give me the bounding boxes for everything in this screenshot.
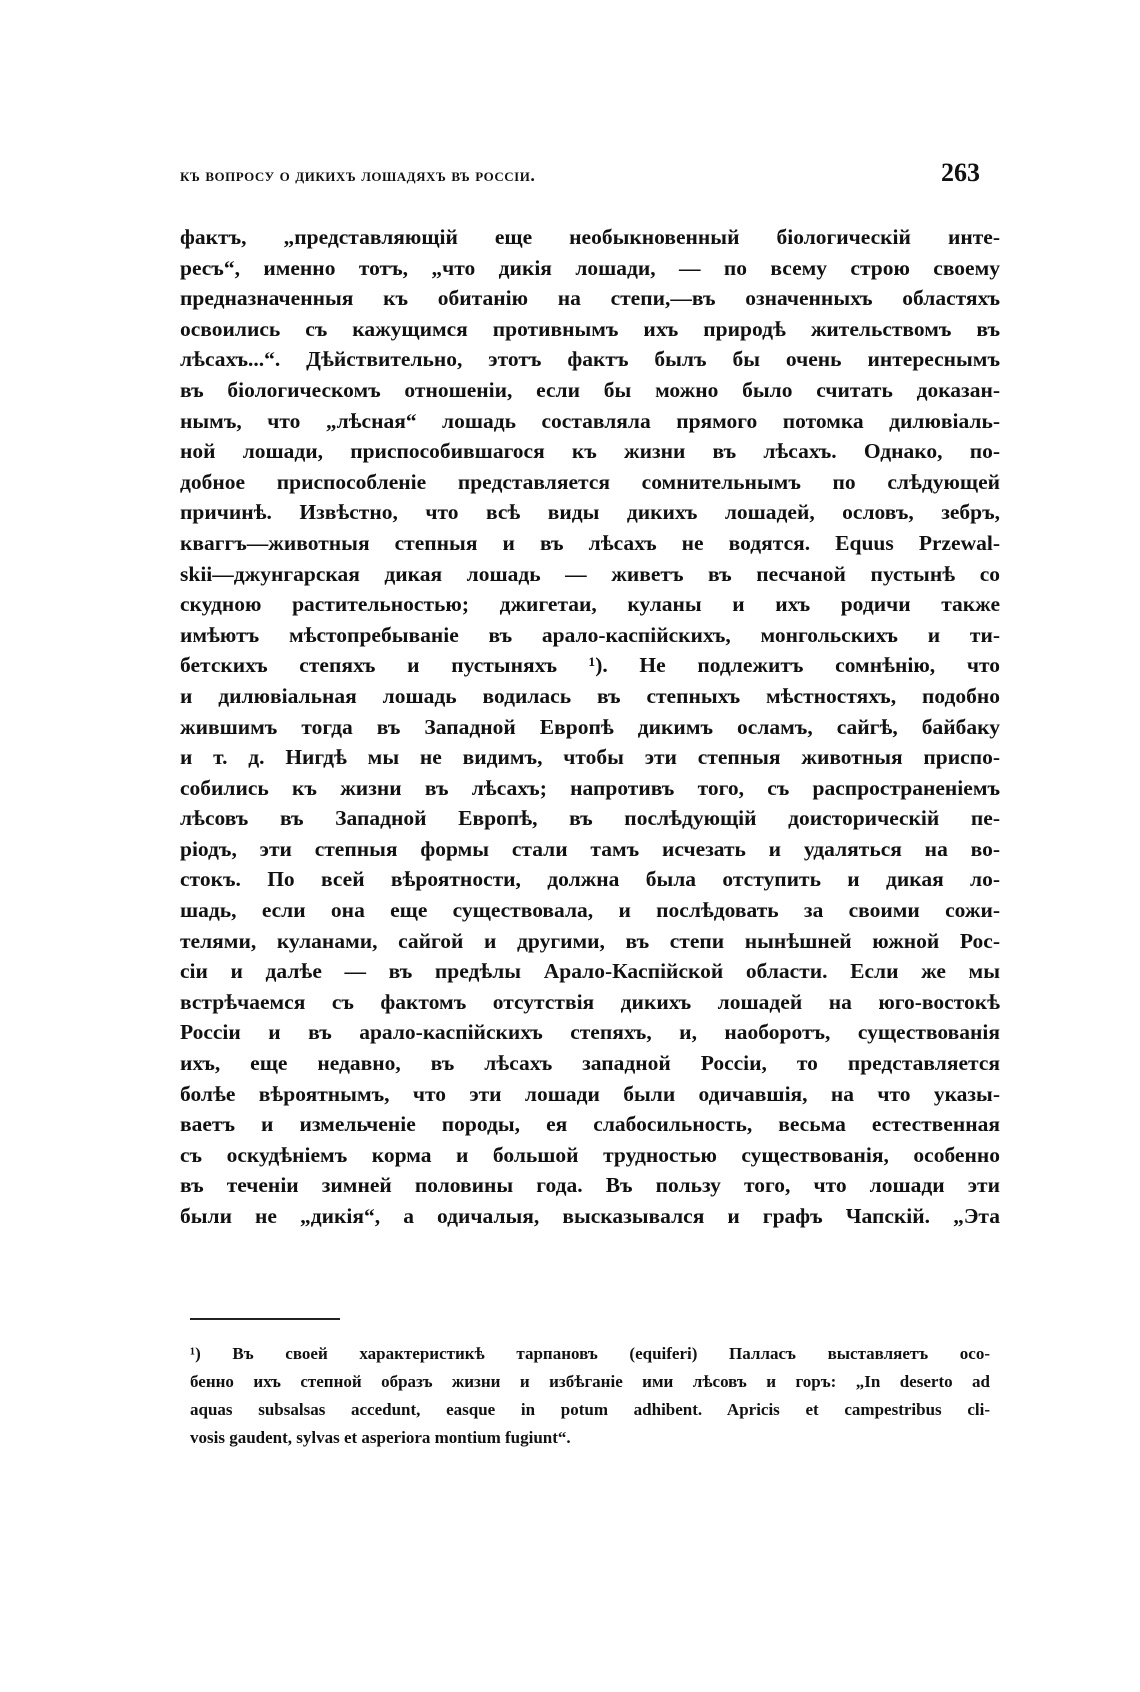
text-line: сіи и далѣе — въ предѣлы Арало-Каспійской области. Если же мы <box>180 959 1000 984</box>
text-line: кваггъ—животныя степныя и въ лѣсахъ не водятся. Equus Przewal- <box>180 530 1000 555</box>
text-line: skii—джунгарская дикая лошадь — живетъ въ песчаной пустынѣ со <box>180 561 1000 586</box>
text-line: имѣютъ мѣстопребываніе въ арало-каспійскихъ, монгольскихъ и ти- <box>180 622 1000 647</box>
text-line: телями, куланами, сайгой и другими, въ степи нынѣшней южной Рос- <box>180 928 1000 953</box>
text-line: болѣе вѣроятнымъ, что эти лошади были одичавшія, на что указы- <box>180 1081 1000 1106</box>
text-line: бетскихъ степяхъ и пустыняхъ ¹). Не подлежитъ сомнѣнію, что <box>180 653 1000 678</box>
text-line: ресъ“, именно тотъ, „что дикія лошади, — по всему строю своему <box>180 255 1000 280</box>
text-line: скудною растительностью; джигетаи, куланы и ихъ родичи также <box>180 592 1000 617</box>
text-line: причинѣ. Извѣстно, что всѣ виды дикихъ лошадей, ословъ, зебръ, <box>180 500 1000 525</box>
text-line: ріодъ, эти степныя формы стали тамъ исчезать и удаляться на во- <box>180 836 1000 861</box>
text-line: жившимъ тогда въ Западной Европѣ дикимъ осламъ, сайгѣ, байбаку <box>180 714 1000 739</box>
text-line: лѣсахъ...“. Дѣйствительно, этотъ фактъ былъ бы очень интереснымъ <box>180 347 1000 372</box>
text-line: нымъ, что „лѣсная“ лошадь составляла прямого потомка дилювіаль- <box>180 408 1000 433</box>
footnote <box>190 1340 990 1452</box>
footnote-line: ¹) Въ своей характеристикѣ тарпановъ (equiferi) Палласъ выставляетъ осо- <box>190 1344 990 1363</box>
text-line: освоились съ кажущимся противнымъ ихъ природѣ жительствомъ въ <box>180 316 1000 341</box>
text-line: ихъ, еще недавно, въ лѣсахъ западной Россіи, то представляется <box>180 1051 1000 1076</box>
page-number: 263 <box>941 158 980 187</box>
text-line: въ теченіи зимней половины года. Въ пользу того, что лошади эти <box>180 1173 1000 1198</box>
text-line: ной лошади, приспособившагося къ жизни въ лѣсахъ. Однако, по- <box>180 439 1000 464</box>
text-line: фактъ, „представляющій еще необыкновенный біологическій инте- <box>180 225 1000 249</box>
text-line: шадь, если она еще существовала, и послѣдовать за своими сожи- <box>180 898 1000 923</box>
footnote-line: vosis gaudent, sylvas et asperiora montium fugiunt“. <box>190 1428 571 1447</box>
text-line: были не „дикія“, а одичалыя, высказывался и графъ Чапскій. „Эта <box>180 1204 1000 1228</box>
text-line: Россіи и въ арало-каспійскихъ степяхъ, и, наоборотъ, существованія <box>180 1020 1000 1045</box>
text-line: собились къ жизни въ лѣсахъ; напротивъ того, съ распространеніемъ <box>180 775 1000 800</box>
text-line: съ оскудѣніемъ корма и большой трудностью существованія, особенно <box>180 1142 1000 1167</box>
running-title: къ вопросу о дикихъ лошадяхъ въ россіи. <box>180 165 536 185</box>
text-line: добное приспособленіе представляется сомнительнымъ по слѣдующей <box>180 469 1000 494</box>
footnote-line: бенно ихъ степной образъ жизни и избѣганіе ими лѣсовъ и горъ: „In deserto ad <box>190 1372 990 1391</box>
text-line: и дилювіальная лошадь водилась въ степныхъ мѣстностяхъ, подобно <box>180 683 1000 708</box>
text-line: стокъ. По всей вѣроятности, должна была отступить и дикая ло- <box>180 867 1000 892</box>
footnote-line: aquas subsalsas accedunt, easque in potum adhibent. Apricis et campestribus cli- <box>190 1400 990 1419</box>
footnote-divider <box>190 1318 340 1320</box>
text-line: ваетъ и измельченіе породы, ея слабосильность, весьма естественная <box>180 1112 1000 1137</box>
text-line: встрѣчаемся съ фактомъ отсутствія дикихъ лошадей на юго-востокѣ <box>180 989 1000 1014</box>
page-header <box>180 158 980 188</box>
text-line: предназначенныя къ обитанію на степи,—въ означенныхъ областяхъ <box>180 286 1000 311</box>
body-text <box>180 222 1000 1232</box>
text-line: въ біологическомъ отношеніи, если бы можно было считать доказан- <box>180 377 1000 402</box>
text-line: лѣсовъ въ Западной Европѣ, въ послѣдующій доисторическій пе- <box>180 806 1000 831</box>
text-line: и т. д. Нигдѣ мы не видимъ, чтобы эти степныя животныя приспо- <box>180 745 1000 770</box>
